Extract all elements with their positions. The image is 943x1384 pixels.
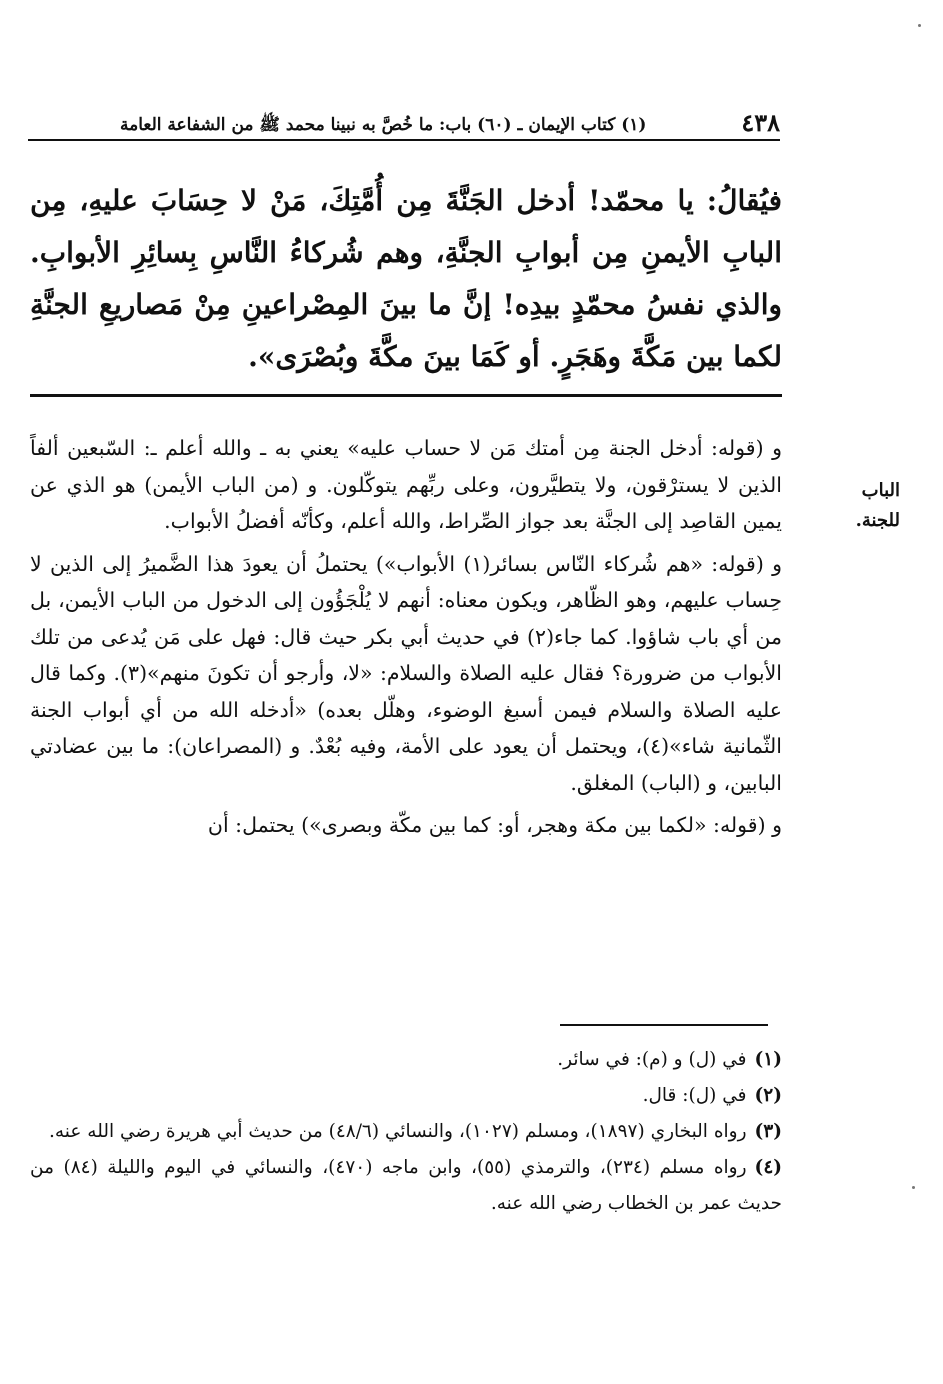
commentary-paragraph: و (قوله: «لكما بين مكة وهجر، أو: كما بين مكّة وبصرى») يحتمل: أن xyxy=(207,813,782,837)
footnote-text: في (ل) و (م): في سائر. xyxy=(557,1049,747,1070)
footnote-text: رواه مسلم (٢٣٤)، والترمذي (٥٥)، وابن ماجه (٤٧٠)، والنسائي في اليوم والليلة (٨٤) من حديث عمر بن الخطاب رضي الله عنه. xyxy=(30,1157,782,1214)
scan-speck xyxy=(912,1186,915,1189)
running-title: (١) كتاب الإيمان ـ (٦٠) باب: ما خُصَّ به نبينا محمد ﷺ من الشفاعة العامة xyxy=(120,115,647,135)
footnote xyxy=(30,1150,782,1222)
footnotes xyxy=(30,1042,782,1222)
footnote xyxy=(30,1042,782,1078)
footnote xyxy=(30,1114,782,1150)
header-rule xyxy=(28,139,780,141)
scan-speck xyxy=(918,24,921,27)
section-divider xyxy=(30,394,782,397)
commentary xyxy=(30,430,782,850)
footnote-text: في (ل): قال. xyxy=(642,1085,747,1106)
footnote-number: (١) xyxy=(754,1049,782,1070)
footnote-text: رواه البخاري (١٨٩٧)، ومسلم (١٠٢٧)، والنسائي (٤٨/٦) من حديث أبي هريرة رضي الله عنه. xyxy=(48,1121,747,1142)
footnote-number: (٢) xyxy=(754,1085,782,1106)
footnote-separator xyxy=(560,1024,768,1026)
commentary-paragraph: و (قوله: «هم شُركاء النّاس بسائر(١) الأبواب») يحتملُ أن يعودَ هذا الضَّميرُ إلى الذين لا حِساب عليهم، وهو الظّاهر، ويكون معناه: أنهم لا يُلْجَؤُون إلى الدخول من الباب الأيمن، بل من أي باب شاؤوا. كما جاء(٢) في حديث أبي بكر حيث قال: فهل على مَن يُدعى من تلك الأبواب من ضرورة؟ فقال عليه الصلاة والسلام: «لا، وأرجو أن تكونَ منهم»(٣). وكما قال عليه الصلاة والسلام فيمن أسبغ الوضوء، وهلّل بعده) «أدخله الله من أي أبواب الجنة الثّمانية شاء»(٤)، ويحتمل أن يعود على الأمة، وفيه بُعْدٌ. و (المصراعان): ما بين عضادتي البابين، و (الباب) المغلق. xyxy=(30,551,783,795)
page-header xyxy=(120,108,780,138)
footnote xyxy=(30,1078,782,1114)
hadith-text: فيُقالُ: يا محمّد! أدخل الجَنَّةَ مِن أُمَّتِكَ، مَنْ لا حِسَابَ عليهِ، مِن البابِ الأيمنِ مِن أبوابِ الجنَّةِ، وهم شُركاءُ النَّاسِ بِسائِرِ الأبوابِ. والذي نفسُ محمّدٍ بيدِه! إنَّ ما بينَ المِصْراعينِ مِنْ مَصاريعِ الجنَّةِ لكما بين مَكَّةَ وهَجَرٍ. أو كَمَا بينَ مكَّةَ وبُصْرَى». xyxy=(30,184,782,373)
margin-note: الباب للجنة. xyxy=(855,480,900,531)
page-number: ٤٣٨ xyxy=(741,108,780,137)
footnote-number: (٣) xyxy=(754,1121,782,1142)
commentary-paragraph: و (قوله: أدخل الجنة مِن أمتك مَن لا حساب عليه» يعني به ـ والله أعلم ـ: السّبعين ألفاً الذين لا يسترْقون، ولا يتطيَّرون، وعلى ربِّهم يتوكّلون. و (من الباب الأيمن) هو الذي عن يمين القاصِد إلى الجنَّة بعد جواز الصِّراط، والله أعلم، وكأنّه أفضلُ الأبواب. xyxy=(30,436,782,533)
footnote-number: (٤) xyxy=(754,1157,783,1178)
